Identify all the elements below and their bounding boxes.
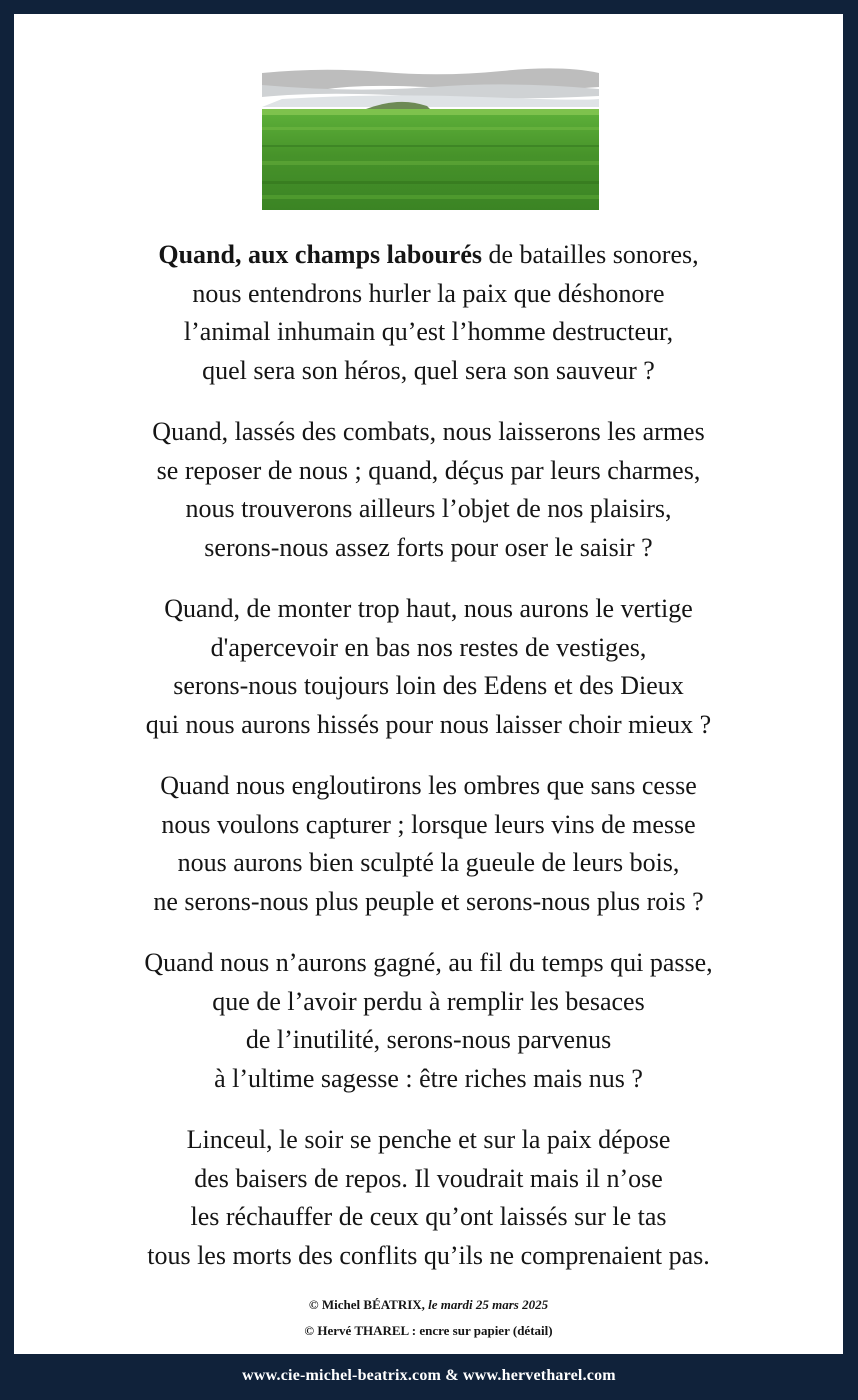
poem-line: l’animal inhumain qu’est l’homme destructeur, <box>183 317 674 346</box>
poem-line: d'apercevoir en bas nos restes de vestiges, <box>210 632 647 662</box>
poem-line: Quand, lassés des combats, nous laisserons les armes <box>152 417 705 446</box>
poem-line: nous voulons capturer ; lorsque leurs vins de messe <box>161 809 696 839</box>
stanza-1 <box>14 236 843 390</box>
author-name: © Michel BÉATRIX, <box>308 1297 425 1312</box>
footer-websites[interactable]: www.cie-michel-beatrix.com & www.hervetharel.com <box>242 1367 616 1384</box>
stanza-2 <box>14 413 843 567</box>
poem-line: les réchauffer de ceux qu’ont laissés sur le tas <box>190 1202 667 1231</box>
stanza-4 <box>14 767 843 921</box>
poem-date: le mardi 25 mars 2025 <box>424 1297 549 1312</box>
poem-line: quel sera son héros, quel sera son sauveur ? <box>202 355 655 385</box>
poem-line: nous aurons bien sculpté la gueule de leurs bois, <box>177 848 680 877</box>
stanza-3 <box>14 590 843 744</box>
poem-incipit: Quand, aux champs labourés <box>158 240 483 269</box>
poem-line: Linceul, le soir se penche et sur la paix dépose <box>186 1125 671 1154</box>
poem-line: serons-nous assez forts pour oser le saisir ? <box>204 532 653 562</box>
poem-line: qui nous aurons hissés pour nous laisser choir mieux ? <box>145 709 712 739</box>
landscape-image <box>262 63 599 210</box>
author-credit <box>14 1292 843 1318</box>
landscape-painting <box>262 63 599 210</box>
poem-line: de l’inutilité, serons-nous parvenus <box>245 1025 612 1054</box>
poem-line: Quand nous engloutirons les ombres que sans cesse <box>160 771 697 800</box>
poem <box>14 236 843 1298</box>
poem-line: tous les morts des conflits qu’ils ne comprenaient pas. <box>147 1240 710 1270</box>
poem-card <box>14 14 843 1354</box>
artwork-credit: © Hervé THAREL : encre sur papier (détail) <box>304 1323 553 1338</box>
credits <box>14 1292 843 1344</box>
poem-line: à l’ultime sagesse : être riches mais nus ? <box>214 1063 643 1093</box>
stanza-5 <box>14 944 843 1098</box>
poem-line: serons-nous toujours loin des Edens et des Dieux <box>173 671 684 700</box>
poem-line: Quand, de monter trop haut, nous aurons le vertige <box>164 594 693 623</box>
poem-line: ne serons-nous plus peuple et serons-nous plus rois ? <box>153 886 704 916</box>
poem-line: se reposer de nous ; quand, déçus par leurs charmes, <box>156 455 701 485</box>
stanza-6 <box>14 1121 843 1275</box>
poem-line: nous trouverons ailleurs l’objet de nos plaisirs, <box>185 494 672 523</box>
poem-line <box>14 236 843 275</box>
poem-line: des baisers de repos. Il voudrait mais il n’ose <box>194 1163 663 1193</box>
poem-line: nous entendrons hurler la paix que déshonore <box>192 278 665 308</box>
poem-line: que de l’avoir perdu à remplir les besaces <box>212 986 645 1016</box>
poem-line: Quand nous n’aurons gagné, au fil du temps qui passe, <box>144 948 713 977</box>
poem-line-rest: de batailles sonores, <box>482 240 699 269</box>
